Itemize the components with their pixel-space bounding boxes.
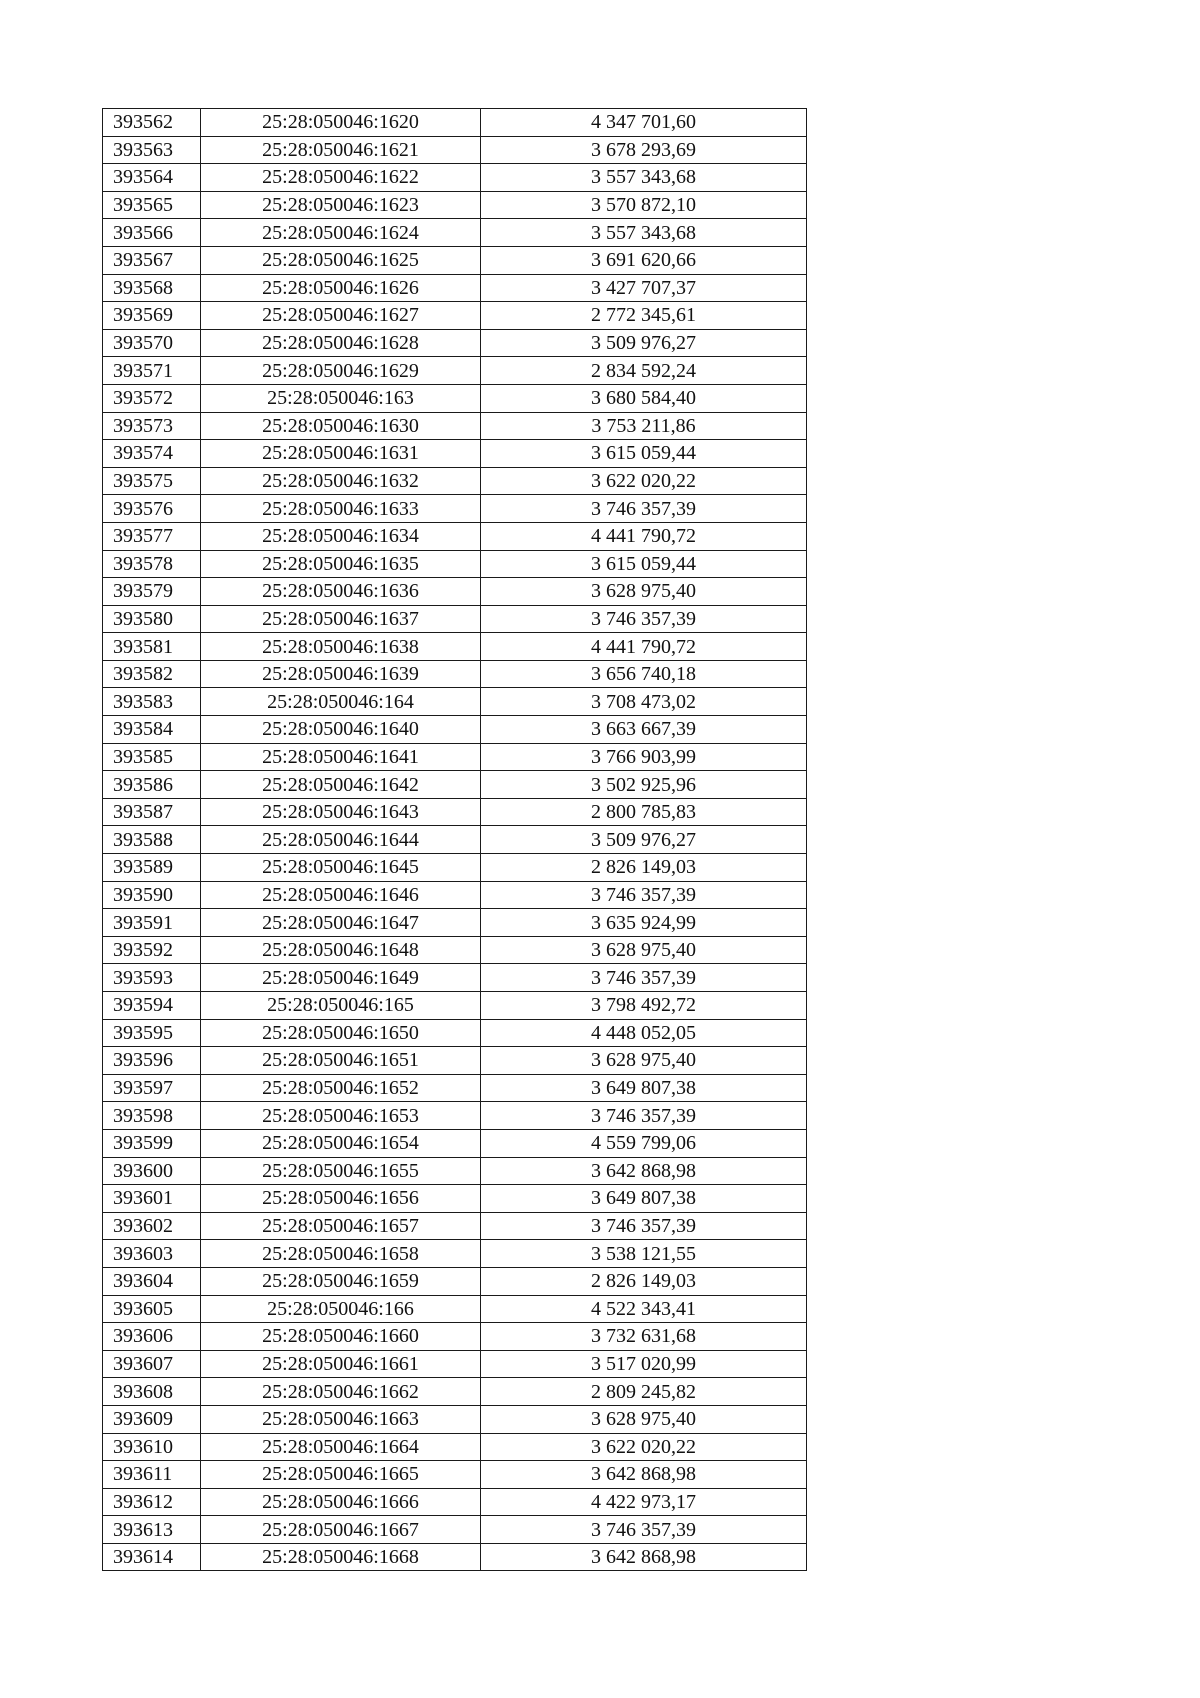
table-row <box>103 1405 807 1433</box>
table-row <box>103 1102 807 1130</box>
table-row <box>103 1488 807 1516</box>
cadastral-number-cell: 25:28:050046:1645 <box>201 854 481 882</box>
cadastral-number-cell: 25:28:050046:1659 <box>201 1267 481 1295</box>
cadastral-number-cell: 25:28:050046:1641 <box>201 743 481 771</box>
row-number-cell: 393575 <box>103 467 201 495</box>
cadastral-number-cell: 25:28:050046:1654 <box>201 1129 481 1157</box>
table-row <box>103 467 807 495</box>
row-number-cell: 393567 <box>103 246 201 274</box>
cadastral-value-cell: 4 347 701,60 <box>481 109 807 137</box>
row-number-cell: 393573 <box>103 412 201 440</box>
cadastral-value-cell: 3 708 473,02 <box>481 688 807 716</box>
row-number-cell: 393611 <box>103 1461 201 1489</box>
cadastral-value-cell: 3 635 924,99 <box>481 909 807 937</box>
row-number-cell: 393598 <box>103 1102 201 1130</box>
table-row <box>103 495 807 523</box>
cadastral-number-cell: 25:28:050046:1627 <box>201 302 481 330</box>
cadastral-number-cell: 25:28:050046:1642 <box>201 771 481 799</box>
row-number-cell: 393601 <box>103 1185 201 1213</box>
cadastral-value-cell: 2 809 245,82 <box>481 1378 807 1406</box>
table-row <box>103 605 807 633</box>
cadastral-number-cell: 25:28:050046:1623 <box>201 191 481 219</box>
row-number-cell: 393589 <box>103 854 201 882</box>
cadastral-number-cell: 25:28:050046:1658 <box>201 1240 481 1268</box>
table-row <box>103 1240 807 1268</box>
row-number-cell: 393603 <box>103 1240 201 1268</box>
cadastral-number-cell: 25:28:050046:1646 <box>201 881 481 909</box>
cadastral-value-cell: 3 570 872,10 <box>481 191 807 219</box>
table-row <box>103 633 807 661</box>
cadastral-number-cell: 25:28:050046:1647 <box>201 909 481 937</box>
cadastral-value-cell: 3 649 807,38 <box>481 1185 807 1213</box>
table-row <box>103 936 807 964</box>
table-row <box>103 688 807 716</box>
cadastral-value-table <box>102 108 807 1571</box>
row-number-cell: 393610 <box>103 1433 201 1461</box>
row-number-cell: 393563 <box>103 136 201 164</box>
table-row <box>103 1461 807 1489</box>
row-number-cell: 393597 <box>103 1074 201 1102</box>
table-row <box>103 246 807 274</box>
cadastral-value-cell: 3 746 357,39 <box>481 605 807 633</box>
row-number-cell: 393583 <box>103 688 201 716</box>
cadastral-value-cell: 3 628 975,40 <box>481 936 807 964</box>
cadastral-number-cell: 25:28:050046:1650 <box>201 1019 481 1047</box>
row-number-cell: 393588 <box>103 826 201 854</box>
cadastral-value-cell: 4 441 790,72 <box>481 522 807 550</box>
cadastral-value-cell: 3 746 357,39 <box>481 1212 807 1240</box>
table-row <box>103 1350 807 1378</box>
cadastral-number-cell: 25:28:050046:1644 <box>201 826 481 854</box>
cadastral-number-cell: 25:28:050046:1660 <box>201 1323 481 1351</box>
row-number-cell: 393613 <box>103 1516 201 1544</box>
cadastral-value-cell: 3 746 357,39 <box>481 1102 807 1130</box>
table-row <box>103 1433 807 1461</box>
cadastral-value-cell: 3 502 925,96 <box>481 771 807 799</box>
cadastral-value-cell: 3 509 976,27 <box>481 826 807 854</box>
row-number-cell: 393566 <box>103 219 201 247</box>
cadastral-number-cell: 25:28:050046:1657 <box>201 1212 481 1240</box>
cadastral-value-cell: 4 422 973,17 <box>481 1488 807 1516</box>
row-number-cell: 393591 <box>103 909 201 937</box>
cadastral-number-cell: 25:28:050046:1622 <box>201 164 481 192</box>
row-number-cell: 393607 <box>103 1350 201 1378</box>
row-number-cell: 393569 <box>103 302 201 330</box>
cadastral-value-cell: 3 746 357,39 <box>481 1516 807 1544</box>
table-row <box>103 1295 807 1323</box>
table-row <box>103 164 807 192</box>
row-number-cell: 393590 <box>103 881 201 909</box>
cadastral-value-cell: 3 628 975,40 <box>481 1047 807 1075</box>
table-row <box>103 771 807 799</box>
row-number-cell: 393570 <box>103 329 201 357</box>
row-number-cell: 393592 <box>103 936 201 964</box>
row-number-cell: 393571 <box>103 357 201 385</box>
table-row <box>103 826 807 854</box>
table-row <box>103 1378 807 1406</box>
row-number-cell: 393594 <box>103 992 201 1020</box>
cadastral-value-cell: 3 557 343,68 <box>481 164 807 192</box>
table-row <box>103 109 807 137</box>
table-row <box>103 1516 807 1544</box>
cadastral-number-cell: 25:28:050046:1620 <box>201 109 481 137</box>
cadastral-number-cell: 25:28:050046:1652 <box>201 1074 481 1102</box>
table-row <box>103 357 807 385</box>
cadastral-value-cell: 3 766 903,99 <box>481 743 807 771</box>
cadastral-value-cell: 3 538 121,55 <box>481 1240 807 1268</box>
table-body <box>103 109 807 1571</box>
cadastral-value-cell: 3 732 631,68 <box>481 1323 807 1351</box>
cadastral-number-cell: 25:28:050046:1643 <box>201 798 481 826</box>
cadastral-number-cell: 25:28:050046:1634 <box>201 522 481 550</box>
cadastral-value-cell: 3 663 667,39 <box>481 716 807 744</box>
cadastral-number-cell: 25:28:050046:1662 <box>201 1378 481 1406</box>
table-row <box>103 1212 807 1240</box>
table-row <box>103 329 807 357</box>
row-number-cell: 393614 <box>103 1543 201 1571</box>
cadastral-value-cell: 3 615 059,44 <box>481 550 807 578</box>
row-number-cell: 393582 <box>103 660 201 688</box>
cadastral-value-cell: 3 622 020,22 <box>481 467 807 495</box>
row-number-cell: 393605 <box>103 1295 201 1323</box>
row-number-cell: 393604 <box>103 1267 201 1295</box>
row-number-cell: 393596 <box>103 1047 201 1075</box>
row-number-cell: 393574 <box>103 440 201 468</box>
table-row <box>103 1129 807 1157</box>
cadastral-value-cell: 2 800 785,83 <box>481 798 807 826</box>
cadastral-number-cell: 25:28:050046:1663 <box>201 1405 481 1433</box>
row-number-cell: 393564 <box>103 164 201 192</box>
row-number-cell: 393572 <box>103 384 201 412</box>
cadastral-value-cell: 3 642 868,98 <box>481 1461 807 1489</box>
row-number-cell: 393595 <box>103 1019 201 1047</box>
cadastral-value-cell: 3 691 620,66 <box>481 246 807 274</box>
table-row <box>103 412 807 440</box>
cadastral-number-cell: 25:28:050046:1640 <box>201 716 481 744</box>
cadastral-value-cell: 3 746 357,39 <box>481 881 807 909</box>
cadastral-value-cell: 3 517 020,99 <box>481 1350 807 1378</box>
cadastral-number-cell: 25:28:050046:1638 <box>201 633 481 661</box>
cadastral-number-cell: 25:28:050046:1656 <box>201 1185 481 1213</box>
cadastral-number-cell: 25:28:050046:1635 <box>201 550 481 578</box>
table-row <box>103 136 807 164</box>
cadastral-number-cell: 25:28:050046:1666 <box>201 1488 481 1516</box>
cadastral-number-cell: 25:28:050046:1629 <box>201 357 481 385</box>
row-number-cell: 393602 <box>103 1212 201 1240</box>
cadastral-value-cell: 2 834 592,24 <box>481 357 807 385</box>
cadastral-value-cell: 3 798 492,72 <box>481 992 807 1020</box>
row-number-cell: 393599 <box>103 1129 201 1157</box>
row-number-cell: 393565 <box>103 191 201 219</box>
row-number-cell: 393577 <box>103 522 201 550</box>
row-number-cell: 393585 <box>103 743 201 771</box>
cadastral-number-cell: 25:28:050046:1655 <box>201 1157 481 1185</box>
cadastral-value-cell: 4 522 343,41 <box>481 1295 807 1323</box>
cadastral-value-cell: 3 642 868,98 <box>481 1157 807 1185</box>
cadastral-number-cell: 25:28:050046:163 <box>201 384 481 412</box>
cadastral-value-cell: 2 826 149,03 <box>481 854 807 882</box>
row-number-cell: 393587 <box>103 798 201 826</box>
cadastral-value-cell: 3 746 357,39 <box>481 964 807 992</box>
cadastral-value-cell: 3 642 868,98 <box>481 1543 807 1571</box>
row-number-cell: 393578 <box>103 550 201 578</box>
cadastral-number-cell: 25:28:050046:1648 <box>201 936 481 964</box>
cadastral-value-cell: 3 678 293,69 <box>481 136 807 164</box>
cadastral-value-cell: 4 559 799,06 <box>481 1129 807 1157</box>
cadastral-value-cell: 3 557 343,68 <box>481 219 807 247</box>
row-number-cell: 393609 <box>103 1405 201 1433</box>
cadastral-number-cell: 25:28:050046:166 <box>201 1295 481 1323</box>
row-number-cell: 393562 <box>103 109 201 137</box>
table-row <box>103 522 807 550</box>
cadastral-number-cell: 25:28:050046:1637 <box>201 605 481 633</box>
cadastral-value-cell: 2 772 345,61 <box>481 302 807 330</box>
table-row <box>103 854 807 882</box>
cadastral-number-cell: 25:28:050046:1664 <box>201 1433 481 1461</box>
table-row <box>103 1047 807 1075</box>
cadastral-number-cell: 25:28:050046:1649 <box>201 964 481 992</box>
cadastral-value-cell: 3 753 211,86 <box>481 412 807 440</box>
cadastral-number-cell: 25:28:050046:1639 <box>201 660 481 688</box>
table-row <box>103 964 807 992</box>
cadastral-number-cell: 25:28:050046:164 <box>201 688 481 716</box>
cadastral-value-cell: 3 509 976,27 <box>481 329 807 357</box>
table-row <box>103 191 807 219</box>
row-number-cell: 393581 <box>103 633 201 661</box>
table-row <box>103 1074 807 1102</box>
table-row <box>103 992 807 1020</box>
table-row <box>103 881 807 909</box>
cadastral-number-cell: 25:28:050046:1628 <box>201 329 481 357</box>
cadastral-number-cell: 25:28:050046:1633 <box>201 495 481 523</box>
table-row <box>103 219 807 247</box>
row-number-cell: 393568 <box>103 274 201 302</box>
cadastral-value-cell: 3 628 975,40 <box>481 1405 807 1433</box>
cadastral-value-cell: 3 615 059,44 <box>481 440 807 468</box>
table-row <box>103 1157 807 1185</box>
row-number-cell: 393584 <box>103 716 201 744</box>
row-number-cell: 393600 <box>103 1157 201 1185</box>
cadastral-number-cell: 25:28:050046:1636 <box>201 578 481 606</box>
table-row <box>103 660 807 688</box>
table-row <box>103 440 807 468</box>
table-row <box>103 1267 807 1295</box>
cadastral-number-cell: 25:28:050046:165 <box>201 992 481 1020</box>
row-number-cell: 393586 <box>103 771 201 799</box>
cadastral-value-cell: 3 649 807,38 <box>481 1074 807 1102</box>
cadastral-number-cell: 25:28:050046:1667 <box>201 1516 481 1544</box>
table-row <box>103 1019 807 1047</box>
cadastral-value-cell: 3 628 975,40 <box>481 578 807 606</box>
table-row <box>103 716 807 744</box>
row-number-cell: 393612 <box>103 1488 201 1516</box>
table-row <box>103 1323 807 1351</box>
row-number-cell: 393606 <box>103 1323 201 1351</box>
table-row <box>103 302 807 330</box>
cadastral-number-cell: 25:28:050046:1668 <box>201 1543 481 1571</box>
cadastral-value-cell: 3 427 707,37 <box>481 274 807 302</box>
row-number-cell: 393580 <box>103 605 201 633</box>
cadastral-value-cell: 3 622 020,22 <box>481 1433 807 1461</box>
cadastral-number-cell: 25:28:050046:1651 <box>201 1047 481 1075</box>
cadastral-number-cell: 25:28:050046:1624 <box>201 219 481 247</box>
table-row <box>103 550 807 578</box>
cadastral-value-cell: 4 448 052,05 <box>481 1019 807 1047</box>
cadastral-number-cell: 25:28:050046:1626 <box>201 274 481 302</box>
cadastral-number-cell: 25:28:050046:1665 <box>201 1461 481 1489</box>
cadastral-value-cell: 3 656 740,18 <box>481 660 807 688</box>
row-number-cell: 393579 <box>103 578 201 606</box>
table-row <box>103 1543 807 1571</box>
table-row <box>103 743 807 771</box>
cadastral-number-cell: 25:28:050046:1661 <box>201 1350 481 1378</box>
row-number-cell: 393608 <box>103 1378 201 1406</box>
cadastral-number-cell: 25:28:050046:1632 <box>201 467 481 495</box>
row-number-cell: 393593 <box>103 964 201 992</box>
table-row <box>103 1185 807 1213</box>
cadastral-number-cell: 25:28:050046:1630 <box>201 412 481 440</box>
table-row <box>103 274 807 302</box>
row-number-cell: 393576 <box>103 495 201 523</box>
cadastral-value-cell: 4 441 790,72 <box>481 633 807 661</box>
table-row <box>103 909 807 937</box>
cadastral-value-cell: 2 826 149,03 <box>481 1267 807 1295</box>
table-row <box>103 578 807 606</box>
cadastral-value-cell: 3 680 584,40 <box>481 384 807 412</box>
cadastral-number-cell: 25:28:050046:1631 <box>201 440 481 468</box>
table-row <box>103 384 807 412</box>
table-row <box>103 798 807 826</box>
cadastral-number-cell: 25:28:050046:1621 <box>201 136 481 164</box>
cadastral-number-cell: 25:28:050046:1625 <box>201 246 481 274</box>
cadastral-number-cell: 25:28:050046:1653 <box>201 1102 481 1130</box>
cadastral-value-cell: 3 746 357,39 <box>481 495 807 523</box>
